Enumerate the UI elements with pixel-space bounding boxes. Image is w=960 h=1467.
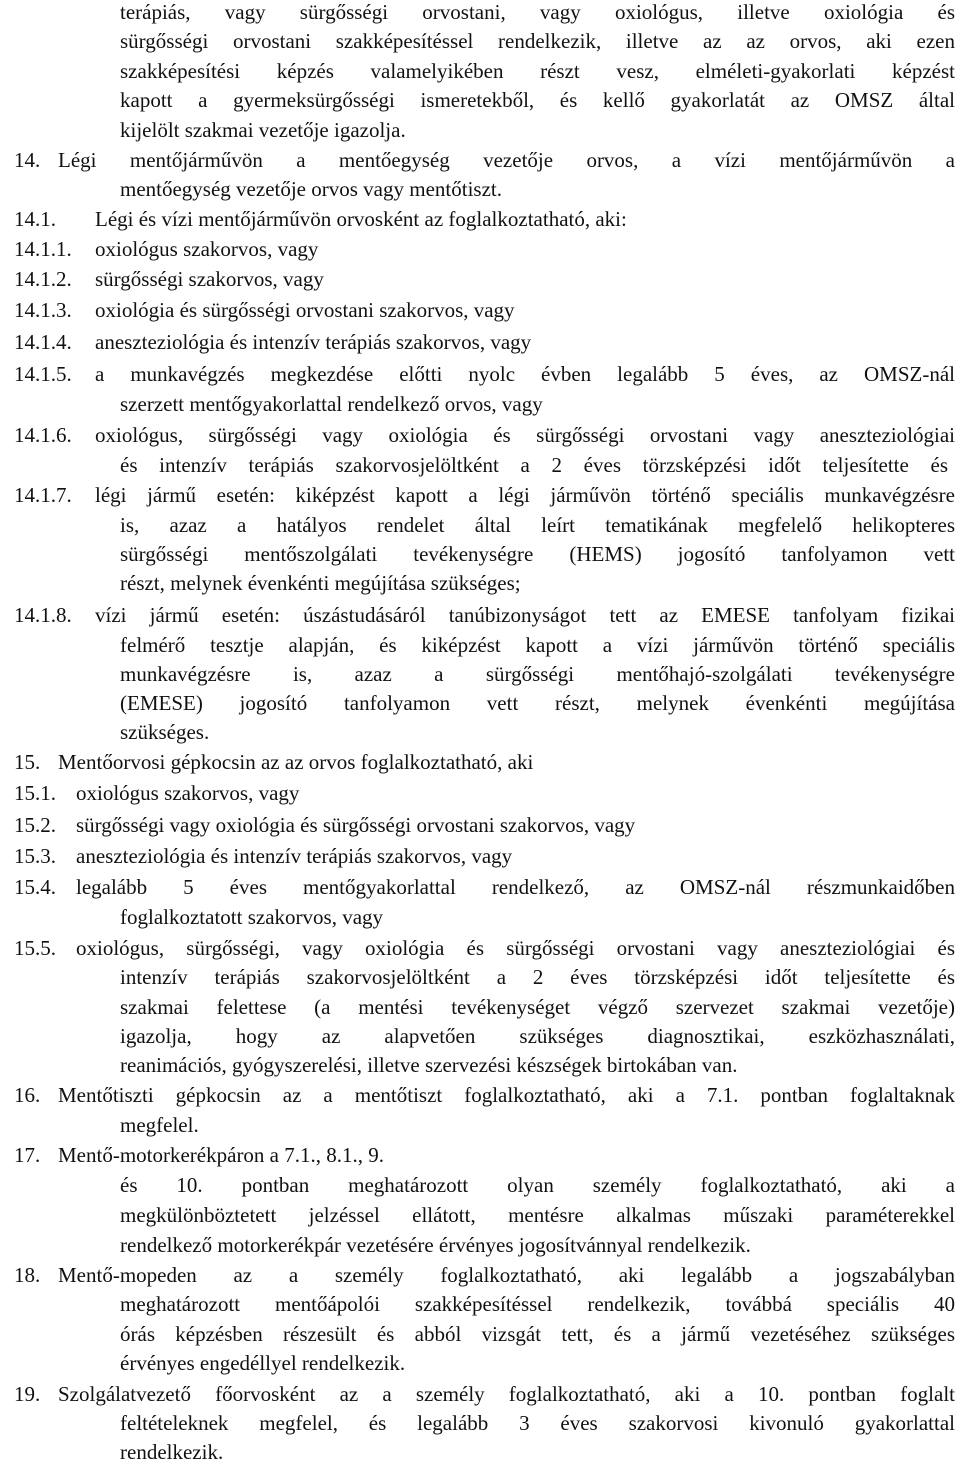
text-line: Légi és vízi mentőjárművön orvosként az foglalkoztatható, aki: — [95, 207, 627, 231]
text-line: intenzív terápiás szakorvosjelöltként a 2 éves törzsképzési időt teljesítette és — [120, 965, 955, 989]
text-line: szakképesítési képzés valamelyikében részt vesz, elméleti-gyakorlati képzést — [120, 59, 955, 83]
text-line: érvényes engedéllyel rendelkezik. — [120, 1351, 406, 1375]
section-number: 14.1.5. — [14, 362, 72, 386]
section-number: 19. — [14, 1382, 41, 1406]
text-line: rendelkezik. — [120, 1440, 224, 1464]
text-line: részt, melynek évenkénti megújítása szükséges; — [120, 571, 521, 595]
text-line: és 10. pontban meghatározott olyan személy foglalkoztatható, aki a — [120, 1173, 955, 1197]
section-number: 14.1.4. — [14, 330, 72, 354]
text-line: Mentő-mopeden az a személy foglalkoztatható, aki legalább a jogszabályban — [58, 1263, 955, 1287]
section-number: 18. — [14, 1263, 41, 1287]
text-line: sürgősségi orvostani szakképesítéssel rendelkezik, illetve az az orvos, aki ezen — [120, 29, 955, 53]
text-line: foglalkoztatott szakorvos, vagy — [120, 905, 384, 929]
text-line: Mentő-motorkerékpáron a 7.1., 8.1., 9. — [58, 1143, 385, 1167]
text-line: legalább 5 éves mentőgyakorlattal rendelkező, az OMSZ-nál részmunkaidőben — [76, 875, 955, 899]
text-line: oxiológus, sürgősségi, vagy oxiológia és sürgősségi orvostani vagy aneszteziológiai és — [76, 936, 955, 960]
text-line: rendelkező motorkerékpár vezetésére érvényes jogosítvánnyal rendelkezik. — [120, 1233, 751, 1257]
section-number: 15.4. — [14, 875, 56, 899]
text-line: Légi mentőjárművön a mentőegység vezetője orvos, a vízi mentőjárművön a — [58, 148, 955, 172]
text-line: igazolja, hogy az alapvetően szükséges diagnosztikai, eszközhasználati, — [120, 1024, 955, 1048]
text-line: reanimációs, gyógyszerelési, illetve szervezési készségek birtokában van. — [120, 1053, 738, 1077]
text-line: felmérő tesztje alapján, és kiképzést kapott a vízi járművön történő speciális — [120, 633, 955, 657]
section-number: 15.3. — [14, 844, 56, 868]
text-line: oxiológia és sürgősségi orvostani szakorvos, vagy — [95, 298, 515, 322]
section-number: 15.2. — [14, 813, 56, 837]
section-number: 14.1.2. — [14, 267, 72, 291]
text-line: Mentőorvosi gépkocsin az az orvos foglalkoztatható, aki — [58, 750, 534, 774]
text-line: aneszteziológia és intenzív terápiás szakorvos, vagy — [95, 330, 532, 354]
text-line: mentőegység vezetője orvos vagy mentőtiszt. — [120, 177, 502, 201]
text-line: vízi jármű esetén: úszástudásáról tanúbizonyságot tett az EMESE tanfolyam fizikai — [95, 603, 955, 627]
text-line: a munkavégzés megkezdése előtti nyolc évben legalább 5 éves, az OMSZ-nál — [95, 362, 955, 386]
text-line: oxiológus, sürgősségi vagy oxiológia és sürgősségi orvostani vagy aneszteziológiai — [95, 423, 955, 447]
text-line: sürgősségi mentőszolgálati tevékenységre (HEMS) jogosító tanfolyamon vett — [120, 542, 955, 566]
text-line: kapott a gyermeksürgősségi ismeretekből, és kellő gyakorlatát az OMSZ által — [120, 88, 955, 112]
section-number: 15.5. — [14, 936, 56, 960]
text-line: kijelölt szakmai vezetője igazolja. — [120, 118, 406, 142]
text-line: sürgősségi vagy oxiológia és sürgősségi orvostani szakorvos, vagy — [76, 813, 636, 837]
text-line: is, azaz a hatályos rendelet által leírt tematikának megfelelő helikopteres — [120, 513, 955, 537]
text-line: megfelel. — [120, 1113, 199, 1137]
section-number: 15. — [14, 750, 41, 774]
section-number: 16. — [14, 1083, 41, 1107]
text-line: szerzett mentőgyakorlattal rendelkező orvos, vagy — [120, 392, 543, 416]
text-line: megkülönböztetett jelzéssel ellátott, mentésre alkalmas műszaki paraméterekkel — [120, 1203, 955, 1227]
text-line: és intenzív terápiás szakorvosjelöltként a 2 éves törzsképzési időt teljesítette és — [120, 453, 948, 477]
section-number: 15.1. — [14, 781, 56, 805]
text-line: légi jármű esetén: kiképzést kapott a légi járművön történő speciális munkavégzésre — [95, 483, 955, 507]
text-line: (EMESE) jogosító tanfolyamon vett részt, melynek évenkénti megújítása — [120, 691, 955, 715]
section-number: 14.1.7. — [14, 483, 72, 507]
text-line: órás képzésben részesült és abból vizsgát tett, és a jármű vezetéséhez szükséges — [120, 1322, 955, 1346]
text-line: oxiológus szakorvos, vagy — [76, 781, 300, 805]
text-line: szükséges. — [120, 720, 210, 744]
section-number: 14.1.3. — [14, 298, 72, 322]
section-number: 14.1.8. — [14, 603, 72, 627]
text-line: munkavégzésre is, azaz a sürgősségi mentőhajó-szolgálati tevékenységre — [120, 662, 955, 686]
text-line: terápiás, vagy sürgősségi orvostani, vagy oxiológus, illetve oxiológia és — [120, 0, 955, 24]
section-number: 14.1.6. — [14, 423, 72, 447]
text-line: Mentőtiszti gépkocsin az a mentőtiszt foglalkoztatható, aki a 7.1. pontban foglaltaknak — [58, 1083, 955, 1107]
text-line: meghatározott mentőápolói szakképesítéssel rendelkezik, továbbá speciális 40 — [120, 1292, 955, 1316]
section-number: 14.1.1. — [14, 237, 72, 261]
text-line: aneszteziológia és intenzív terápiás szakorvos, vagy — [76, 844, 513, 868]
section-number: 14. — [14, 148, 41, 172]
text-line: Szolgálatvezető főorvosként az a személy foglalkoztatható, aki a 10. pontban foglalt — [58, 1382, 955, 1406]
section-number: 17. — [14, 1143, 41, 1167]
text-line: sürgősségi szakorvos, vagy — [95, 267, 324, 291]
text-line: feltételeknek megfelel, és legalább 3 éves szakorvosi kivonuló gyakorlattal — [120, 1411, 955, 1435]
section-number: 14.1. — [14, 207, 56, 231]
text-line: oxiológus szakorvos, vagy — [95, 237, 319, 261]
text-line: szakmai felettese (a mentési tevékenységet végző szervezet szakmai vezetője) — [120, 995, 955, 1019]
